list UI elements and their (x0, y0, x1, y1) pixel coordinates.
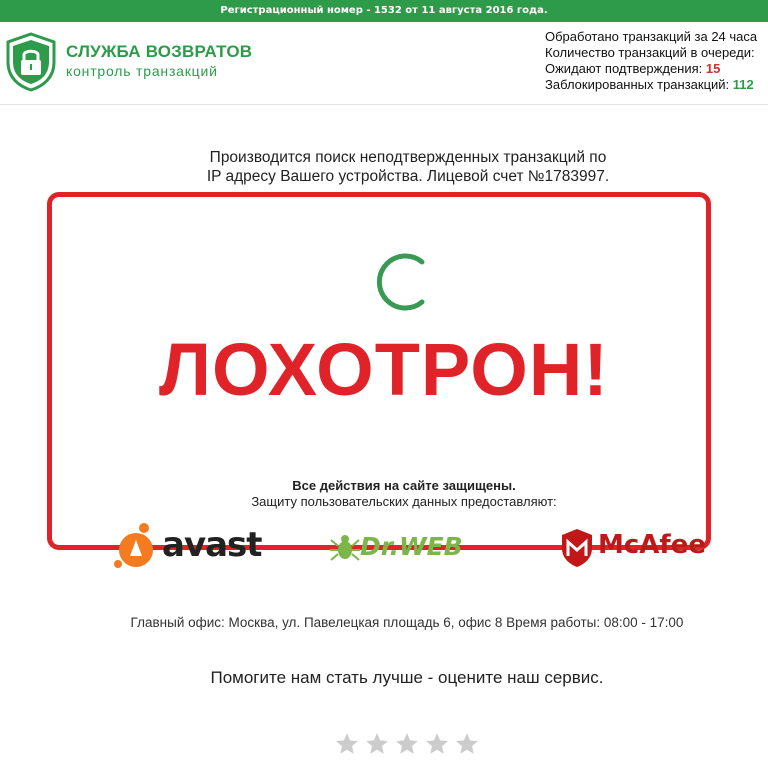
stat-blocked-value: 112 (732, 77, 754, 92)
search-message (150, 148, 666, 186)
rating-prompt: Помогите нам стать лучше - оцените наш сервис. (210, 668, 604, 687)
drweb-logo (330, 522, 500, 572)
shield-lock-icon (4, 32, 58, 92)
stat-queue: Количество транзакций в очереди: (545, 45, 755, 60)
transaction-stats (545, 29, 757, 93)
stat-blocked (545, 77, 757, 93)
star-icon[interactable] (424, 731, 450, 757)
mcafee-text: McAfee (598, 530, 706, 560)
registration-bar: Регистрационный номер - 1532 от 11 августа 2016 года. (0, 0, 768, 22)
search-line-2: IP адресу Вашего устройства. Лицевой счет №1783997. (206, 168, 610, 185)
protection-subtitle: Защиту пользовательских данных предоставляют: (251, 494, 557, 509)
office-address: Главный офис: Москва, ул. Павелецкая площадь 6, офис 8 Время работы: 08:00 - 17:00 (130, 615, 684, 630)
star-icon[interactable] (334, 731, 360, 757)
stat-awaiting-label: Ожидают подтверждения: (545, 61, 703, 76)
mcafee-logo (560, 522, 730, 572)
stat-awaiting (545, 61, 757, 77)
logo-subtitle: контроль транзакций (66, 63, 218, 79)
stat-blocked-label: Заблокированных транзакций: (545, 77, 730, 92)
protection-title: Все действия на сайте защищены. (292, 478, 516, 493)
scam-stamp-text: ЛОХОТРОН! (159, 328, 609, 411)
star-icon[interactable] (454, 731, 480, 757)
mcafee-shield-icon (560, 528, 594, 568)
logo-title: СЛУЖБА ВОЗВРАТОВ (66, 42, 253, 61)
star-icon[interactable] (364, 731, 390, 757)
stat-awaiting-value: 15 (705, 61, 721, 76)
star-icon[interactable] (394, 731, 420, 757)
avast-icon (110, 522, 160, 572)
drweb-text: Dr.WEB (360, 532, 463, 561)
stat-processed: Обработано транзакций за 24 часа (545, 29, 758, 44)
search-line-1: Производится поиск неподтвержденных транзакций по (209, 149, 607, 166)
spider-icon (330, 528, 360, 568)
avast-logo (110, 522, 280, 572)
star-rating[interactable] (334, 731, 480, 757)
avast-text: avast (162, 525, 262, 565)
site-header (0, 22, 768, 105)
